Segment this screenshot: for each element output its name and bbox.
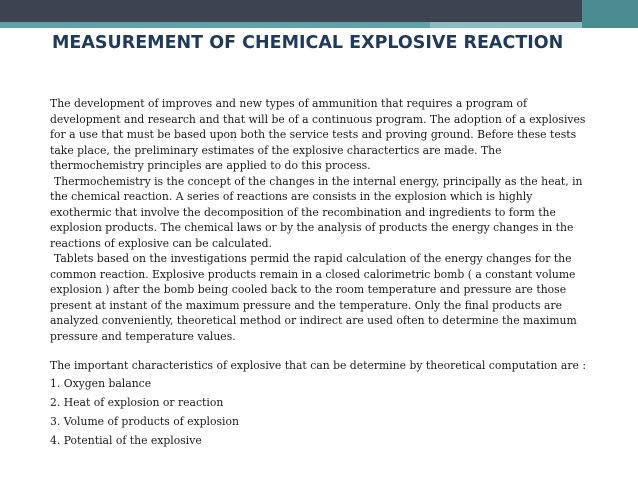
slide-body	[50, 96, 595, 450]
list-item: 1. Oxygen balance	[50, 376, 152, 390]
paragraph-1: The development of improves and new types of ammunition that requires a program of development and research and that will be of a continuous program. The adoption of a explosives for a use that must be based upon both the service tests and proving ground. Before these tests take place, the preliminary estimates of the explosive charactertics are made. The thermochemistry principles are applied to do this process.	[50, 97, 586, 172]
list-item: 2. Heat of explosion or reaction	[50, 395, 224, 409]
paragraph-2: Thermochemistry is the concept of the changes in the internal energy, principally as the heat, in the chemical reaction. A series of reactions are consists in the explosion which is highly exothermic that involve the decomposition of the recombination and ingredients to form the explosion products. The chemical laws or by the analysis of products the energy changes in the reactions of explosive can be calculated.	[50, 174, 583, 250]
slide-title: MEASUREMENT OF CHEMICAL EXPLOSIVE REACTION	[52, 33, 564, 53]
header-accent-stripe	[0, 22, 430, 28]
header-accent-stripe-light	[430, 22, 582, 28]
list-intro: The important characteristics of explosive that can be determine by theoretical computation are :	[50, 359, 586, 372]
header-accent-block	[582, 0, 638, 28]
paragraph-3: Tablets based on the investigations permid the rapid calculation of the energy changes for the common reaction. Explosive products remain in a closed calorimetric bomb ( a constant volume explosion ) after the bomb being cooled back to the room temperature and pressure are those present at instant of the maximum pressure and the temperature. Only the final products are analyzed conveniently, theoretical method or indirect are used often to determine the maximum pressure and temperature values.	[50, 252, 577, 343]
list-item: 3. Volume of products of explosion	[50, 414, 239, 428]
list-item: 4. Potential of the explosive	[50, 433, 202, 447]
